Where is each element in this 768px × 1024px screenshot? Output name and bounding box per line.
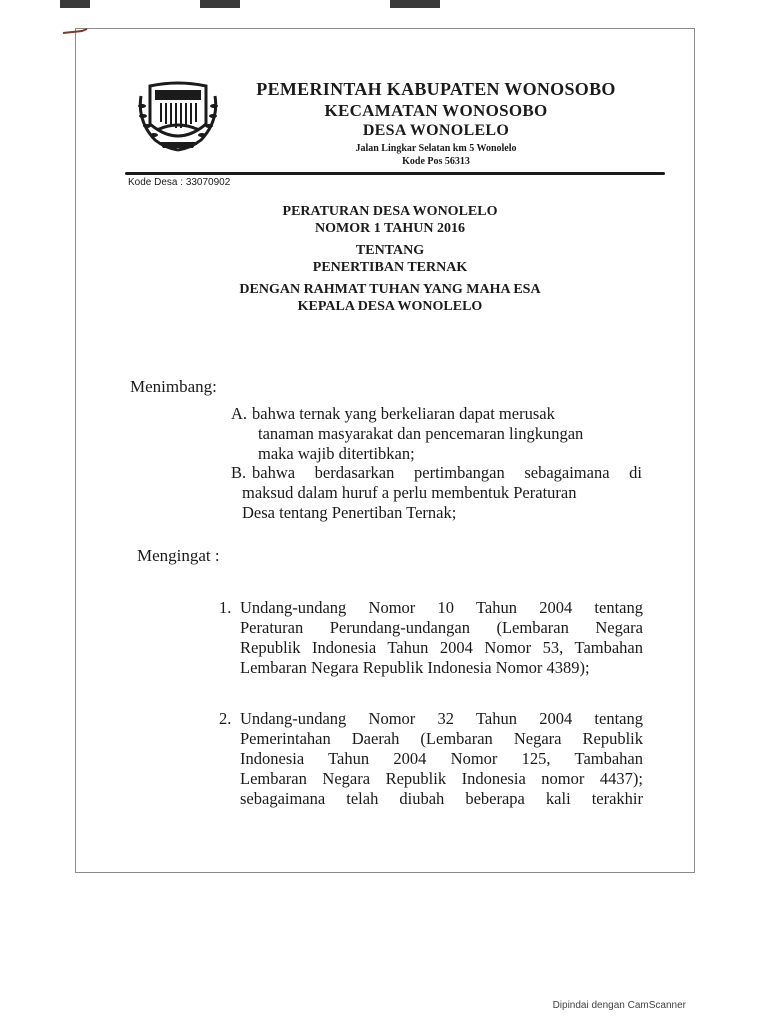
- paragraph-line: tanaman masyarakat dan pencemaran lingkungan: [258, 424, 584, 443]
- scanner-watermark: Dipindai dengan CamScanner: [552, 1000, 686, 1011]
- menimbang-item-marker: B.: [231, 463, 247, 482]
- regulation-about: TENTANG: [355, 243, 425, 258]
- letterhead-village: DESA WONOLELO: [362, 122, 510, 139]
- regulation-title: PERATURAN DESA WONOLELO: [282, 204, 498, 219]
- letterhead-district: KECAMATAN WONOSOBO: [324, 101, 548, 120]
- paragraph-line: Indonesia Tahun 2004 Nomor 125, Tambahan: [240, 749, 643, 768]
- paragraph-line: Peraturan Perundang-undangan (Lembaran Negara: [240, 618, 643, 637]
- paragraph-line: maka wajib ditertibkan;: [258, 444, 415, 463]
- mengingat-item-2: [240, 709, 643, 809]
- paragraph-line: Undang-undang Nomor 10 Tahun 2004 tentang: [240, 598, 643, 617]
- regulation-title-block: [200, 203, 580, 315]
- paragraph-line: Undang-undang Nomor 32 Tahun 2004 tentang: [240, 709, 643, 728]
- paragraph-line: maksud dalam huruf a perlu membentuk Peraturan: [242, 483, 577, 502]
- paragraph-line: Lembaran Negara Republik Indonesia Nomor 4389);: [240, 658, 590, 677]
- menimbang-item-b: [242, 463, 642, 523]
- scan-top-edge: [0, 0, 768, 8]
- paragraph-line: bahwa berdasarkan pertimbangan sebagaimana di: [252, 463, 642, 482]
- regulation-preamble: DENGAN RAHMAT TUHAN YANG MAHA ESA: [239, 282, 541, 297]
- regency-emblem-icon: [135, 76, 221, 156]
- paragraph-line: Republik Indonesia Tahun 2004 Nomor 53, Tambahan: [240, 638, 643, 657]
- paragraph-line: sebagaimana telah diubah beberapa kali terakhir: [240, 789, 643, 808]
- paragraph-line: Lembaran Negara Republik Indonesia nomor 4437);: [240, 769, 643, 788]
- mengingat-heading: Mengingat :: [137, 546, 220, 565]
- letterhead-address: Jalan Lingkar Selatan km 5 Wonolelo: [355, 143, 517, 154]
- paragraph-line: Pemerintahan Daerah (Lembaran Negara Republik: [240, 729, 643, 748]
- paragraph-line: Desa tentang Penertiban Ternak;: [242, 503, 457, 522]
- regulation-authority: KEPALA DESA WONOLELO: [297, 299, 483, 314]
- letterhead-government: PEMERINTAH KABUPATEN WONOSOBO: [256, 79, 616, 99]
- village-code: Kode Desa : 33070902: [128, 177, 231, 188]
- menimbang-item-marker: A.: [231, 404, 248, 423]
- mengingat-item-marker: 2.: [219, 709, 232, 728]
- mengingat-item-marker: 1.: [219, 598, 232, 617]
- letterhead-postal-code: Kode Pos 56313: [402, 156, 470, 167]
- menimbang-heading: Menimbang:: [130, 377, 217, 396]
- menimbang-item-a: [252, 404, 642, 464]
- regulation-number: NOMOR 1 TAHUN 2016: [315, 221, 465, 236]
- letterhead: [230, 78, 642, 168]
- mengingat-item-1: [240, 598, 643, 678]
- regulation-subject: PENERTIBAN TERNAK: [312, 260, 468, 275]
- pen-mark: [62, 28, 88, 38]
- letterhead-rule: [125, 172, 665, 175]
- paragraph-line: bahwa ternak yang berkeliaran dapat merusak: [252, 404, 555, 423]
